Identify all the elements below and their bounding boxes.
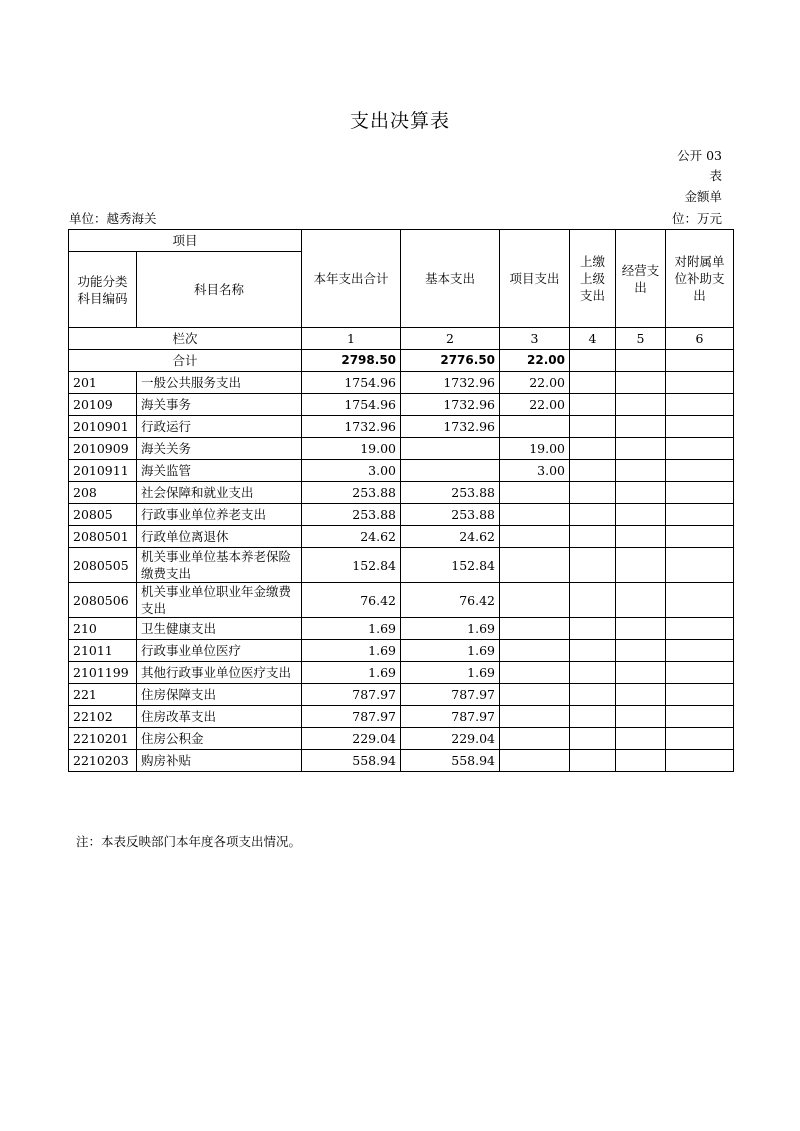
col-num: 6 — [666, 328, 734, 350]
row-total: 1.69 — [302, 640, 401, 662]
table-row — [69, 372, 734, 394]
row-basic: 1.69 — [401, 618, 500, 640]
row-name: 住房改革支出 — [137, 706, 302, 728]
row-name: 社会保障和就业支出 — [137, 482, 302, 504]
row-remit — [570, 504, 616, 526]
amount-unit-label: 金额单 — [684, 189, 722, 204]
totals-remit — [570, 350, 616, 372]
row-project: 22.00 — [500, 394, 570, 416]
row-remit — [570, 438, 616, 460]
col-num: 5 — [616, 328, 666, 350]
row-project — [500, 583, 570, 618]
row-subsidy — [666, 662, 734, 684]
table-row — [69, 460, 734, 482]
row-code: 2210203 — [69, 750, 137, 772]
table-row — [69, 438, 734, 460]
header-operation: 经营支出 — [616, 230, 666, 328]
row-operation — [616, 662, 666, 684]
header-func-code: 功能分类科目编码 — [69, 252, 137, 328]
row-subsidy — [666, 750, 734, 772]
row-remit — [570, 706, 616, 728]
row-project — [500, 504, 570, 526]
row-remit — [570, 526, 616, 548]
table-row — [69, 526, 734, 548]
row-total: 1.69 — [302, 662, 401, 684]
row-total: 253.88 — [302, 504, 401, 526]
row-remit — [570, 482, 616, 504]
row-remit — [570, 372, 616, 394]
row-operation — [616, 640, 666, 662]
row-name: 海关监管 — [137, 460, 302, 482]
row-basic: 76.42 — [401, 583, 500, 618]
row-code: 2010911 — [69, 460, 137, 482]
totals-operation — [616, 350, 666, 372]
table-row — [69, 394, 734, 416]
row-code: 2080505 — [69, 548, 137, 583]
row-basic: 558.94 — [401, 750, 500, 772]
row-basic — [401, 438, 500, 460]
totals-basic: 2776.50 — [401, 350, 500, 372]
col-num: 2 — [401, 328, 500, 350]
row-name: 住房公积金 — [137, 728, 302, 750]
row-project — [500, 526, 570, 548]
row-remit — [570, 750, 616, 772]
row-project — [500, 728, 570, 750]
row-name: 机关事业单位基本养老保险缴费支出 — [137, 548, 302, 583]
row-code: 2101199 — [69, 662, 137, 684]
row-project — [500, 548, 570, 583]
row-project — [500, 618, 570, 640]
row-name: 机关事业单位职业年金缴费支出 — [137, 583, 302, 618]
row-remit — [570, 460, 616, 482]
row-basic: 787.97 — [401, 706, 500, 728]
totals-total: 2798.50 — [302, 350, 401, 372]
row-remit — [570, 618, 616, 640]
table-row — [69, 416, 734, 438]
row-project — [500, 416, 570, 438]
table-row — [69, 482, 734, 504]
row-subsidy — [666, 706, 734, 728]
row-operation — [616, 583, 666, 618]
unit-label: 单位：越秀海关 — [69, 211, 157, 226]
row-basic — [401, 460, 500, 482]
row-subsidy — [666, 526, 734, 548]
row-name: 购房补贴 — [137, 750, 302, 772]
header-basic: 基本支出 — [401, 230, 500, 328]
row-basic: 229.04 — [401, 728, 500, 750]
header-subject-name: 科目名称 — [137, 252, 302, 328]
table-row — [69, 640, 734, 662]
row-subsidy — [666, 728, 734, 750]
row-basic: 787.97 — [401, 684, 500, 706]
row-basic: 253.88 — [401, 504, 500, 526]
row-project — [500, 706, 570, 728]
header-total: 本年支出合计 — [302, 230, 401, 328]
header-remit: 上缴上级支出 — [570, 230, 616, 328]
row-operation — [616, 618, 666, 640]
header-subsidy: 对附属单位补助支出 — [666, 230, 734, 328]
row-subsidy — [666, 640, 734, 662]
row-project: 3.00 — [500, 460, 570, 482]
row-name: 卫生健康支出 — [137, 618, 302, 640]
row-code: 2010909 — [69, 438, 137, 460]
row-operation — [616, 548, 666, 583]
row-operation — [616, 706, 666, 728]
row-basic: 1.69 — [401, 662, 500, 684]
form-number: 公开 03 — [677, 148, 722, 163]
row-name: 住房保障支出 — [137, 684, 302, 706]
table-note: 注：本表反映部门本年度各项支出情况。 — [76, 834, 302, 849]
col-num: 4 — [570, 328, 616, 350]
row-project: 22.00 — [500, 372, 570, 394]
totals-row — [69, 350, 734, 372]
row-subsidy — [666, 394, 734, 416]
row-total: 152.84 — [302, 548, 401, 583]
table-row — [69, 548, 734, 583]
row-name: 行政事业单位医疗 — [137, 640, 302, 662]
row-operation — [616, 684, 666, 706]
row-basic: 24.62 — [401, 526, 500, 548]
row-subsidy — [666, 504, 734, 526]
row-subsidy — [666, 416, 734, 438]
row-code: 2080501 — [69, 526, 137, 548]
table-row — [69, 706, 734, 728]
totals-project: 22.00 — [500, 350, 570, 372]
row-total: 19.00 — [302, 438, 401, 460]
totals-subsidy — [666, 350, 734, 372]
row-operation — [616, 750, 666, 772]
row-name: 行政单位离退休 — [137, 526, 302, 548]
row-project: 19.00 — [500, 438, 570, 460]
column-label: 栏次 — [69, 328, 302, 350]
row-subsidy — [666, 460, 734, 482]
row-remit — [570, 728, 616, 750]
row-basic: 1732.96 — [401, 372, 500, 394]
row-name: 海关关务 — [137, 438, 302, 460]
row-basic: 152.84 — [401, 548, 500, 583]
row-name: 行政事业单位养老支出 — [137, 504, 302, 526]
row-remit — [570, 548, 616, 583]
row-remit — [570, 394, 616, 416]
row-basic: 1.69 — [401, 640, 500, 662]
row-remit — [570, 684, 616, 706]
table-row — [69, 504, 734, 526]
row-total: 787.97 — [302, 706, 401, 728]
row-code: 2080506 — [69, 583, 137, 618]
row-total: 3.00 — [302, 460, 401, 482]
header-project-expense: 项目支出 — [500, 230, 570, 328]
row-subsidy — [666, 618, 734, 640]
row-project — [500, 750, 570, 772]
row-subsidy — [666, 583, 734, 618]
row-subsidy — [666, 372, 734, 394]
table-row — [69, 583, 734, 618]
table-row — [69, 618, 734, 640]
row-total: 1754.96 — [302, 372, 401, 394]
row-operation — [616, 438, 666, 460]
row-code: 221 — [69, 684, 137, 706]
row-code: 208 — [69, 482, 137, 504]
amount-unit-value: 位：万元 — [671, 211, 722, 226]
row-total: 229.04 — [302, 728, 401, 750]
table-row — [69, 662, 734, 684]
row-total: 24.62 — [302, 526, 401, 548]
row-operation — [616, 416, 666, 438]
row-code: 2210201 — [69, 728, 137, 750]
row-operation — [616, 394, 666, 416]
row-operation — [616, 504, 666, 526]
row-code: 201 — [69, 372, 137, 394]
row-total: 558.94 — [302, 750, 401, 772]
row-subsidy — [666, 438, 734, 460]
row-code: 210 — [69, 618, 137, 640]
row-total: 1.69 — [302, 618, 401, 640]
col-num: 1 — [302, 328, 401, 350]
row-total: 76.42 — [302, 583, 401, 618]
row-operation — [616, 482, 666, 504]
table-row — [69, 750, 734, 772]
row-name: 其他行政事业单位医疗支出 — [137, 662, 302, 684]
row-name: 行政运行 — [137, 416, 302, 438]
row-subsidy — [666, 684, 734, 706]
row-code: 2010901 — [69, 416, 137, 438]
row-operation — [616, 728, 666, 750]
row-project — [500, 684, 570, 706]
row-remit — [570, 416, 616, 438]
expenditure-table — [68, 229, 734, 772]
row-basic: 1732.96 — [401, 416, 500, 438]
totals-label: 合计 — [69, 350, 302, 372]
row-code: 21011 — [69, 640, 137, 662]
row-code: 22102 — [69, 706, 137, 728]
row-basic: 1732.96 — [401, 394, 500, 416]
row-remit — [570, 583, 616, 618]
row-subsidy — [666, 482, 734, 504]
row-project — [500, 482, 570, 504]
row-operation — [616, 372, 666, 394]
row-total: 253.88 — [302, 482, 401, 504]
col-num: 3 — [500, 328, 570, 350]
row-total: 1732.96 — [302, 416, 401, 438]
row-remit — [570, 662, 616, 684]
row-operation — [616, 460, 666, 482]
header-project: 项目 — [69, 230, 302, 252]
row-project — [500, 662, 570, 684]
row-basic: 253.88 — [401, 482, 500, 504]
form-number-suffix: 表 — [709, 168, 722, 183]
row-total: 787.97 — [302, 684, 401, 706]
row-operation — [616, 526, 666, 548]
row-total: 1754.96 — [302, 394, 401, 416]
table-row — [69, 684, 734, 706]
row-name: 一般公共服务支出 — [137, 372, 302, 394]
row-name: 海关事务 — [137, 394, 302, 416]
row-code: 20805 — [69, 504, 137, 526]
row-remit — [570, 640, 616, 662]
row-project — [500, 640, 570, 662]
row-subsidy — [666, 548, 734, 583]
row-code: 20109 — [69, 394, 137, 416]
table-row — [69, 728, 734, 750]
page-title: 支出决算表 — [349, 110, 450, 132]
